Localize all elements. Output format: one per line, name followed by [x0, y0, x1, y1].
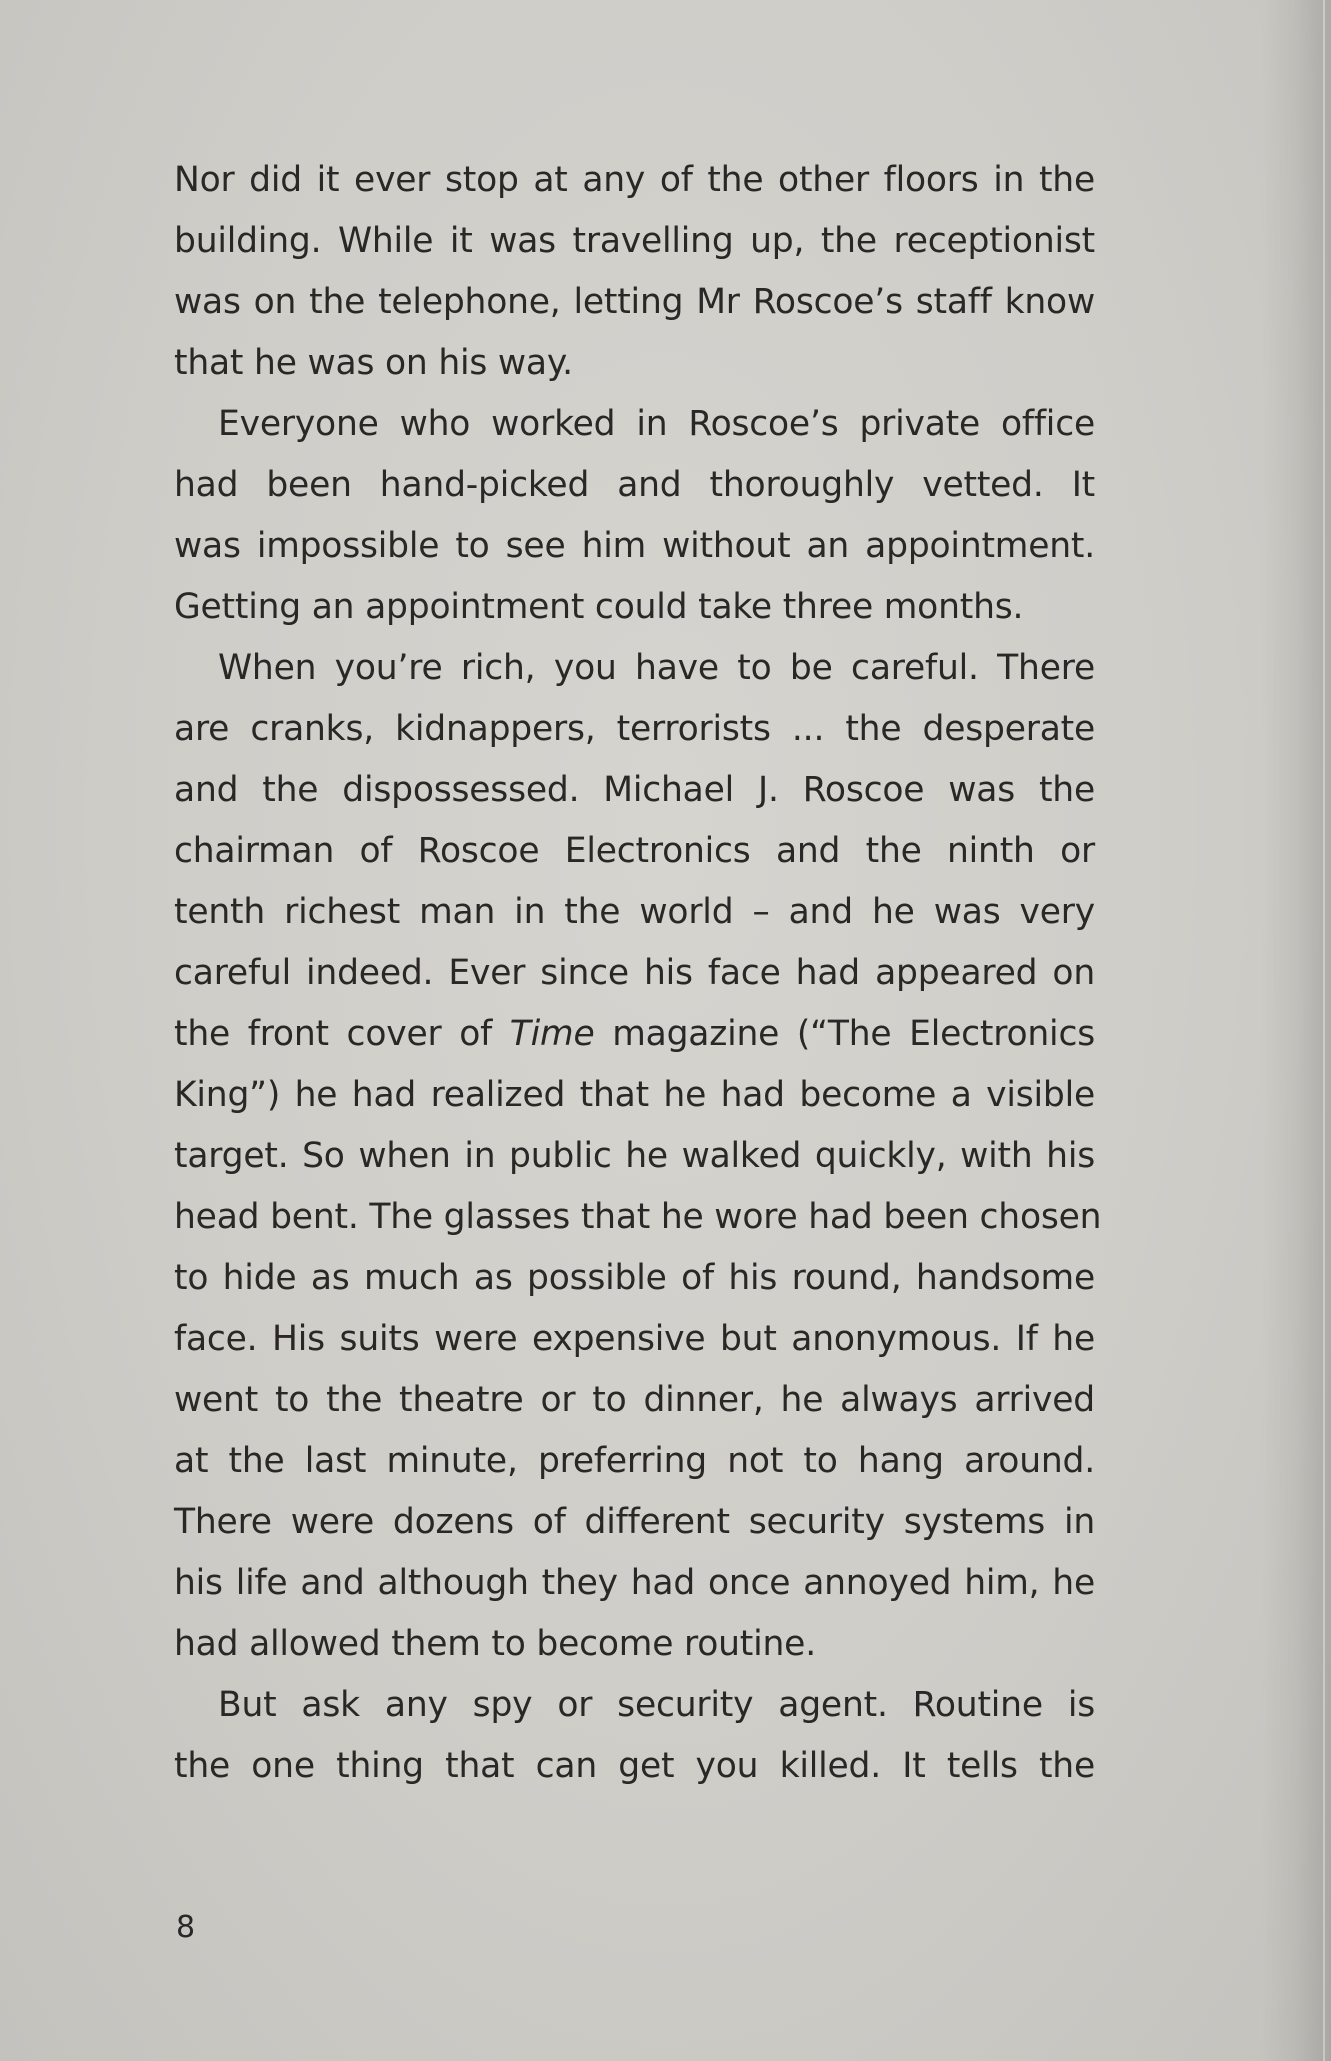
body-text	[174, 150, 1102, 1797]
text-line: the one thing that can get you killed. It tells the	[174, 1746, 1095, 1786]
text-line: building. While it was travelling up, the receptionist	[174, 221, 1095, 261]
text-line: careful indeed. Ever since his face had appeared on	[174, 953, 1095, 993]
text-line: went to the theatre or to dinner, he always arrived	[174, 1380, 1095, 1420]
text-line: But ask any spy or security agent. Routine is	[218, 1685, 1095, 1725]
text-line: tenth richest man in the world – and he was very	[174, 892, 1095, 932]
text-line: the front cover of Time magazine (“The Electronics	[174, 1014, 1095, 1054]
text-line: to hide as much as possible of his round, handsome	[174, 1258, 1095, 1298]
paragraph-2	[174, 394, 1095, 638]
text-line: was impossible to see him without an appointment.	[174, 526, 1095, 566]
text-line: his life and although they had once annoyed him, he	[174, 1563, 1095, 1603]
text-line: chairman of Roscoe Electronics and the ninth or	[174, 831, 1095, 871]
text-line: head bent. The glasses that he wore had been chosen	[174, 1197, 1102, 1237]
text-line: Nor did it ever stop at any of the other floors in the	[174, 160, 1095, 200]
text-line: are cranks, kidnappers, terrorists ... the desperate	[174, 709, 1095, 749]
text-line: King”) he had realized that he had become a visible	[174, 1075, 1095, 1115]
text-line: There were dozens of different security systems in	[174, 1502, 1095, 1542]
text-line: face. His suits were expensive but anonymous. If he	[174, 1319, 1095, 1359]
paragraph-1	[174, 150, 1095, 394]
text-line: had been hand-picked and thoroughly vetted. It	[174, 465, 1095, 505]
page-shadow	[1261, 0, 1331, 2061]
text-line: Getting an appointment could take three months.	[174, 587, 1024, 627]
text-line: at the last minute, preferring not to hang around.	[174, 1441, 1095, 1481]
text-line: target. So when in public he walked quickly, with his	[174, 1136, 1095, 1176]
paragraph-4	[174, 1675, 1095, 1797]
text-line: was on the telephone, letting Mr Roscoe’s staff know	[174, 282, 1095, 322]
text-line: that he was on his way.	[174, 343, 573, 383]
text-line: had allowed them to become routine.	[174, 1624, 816, 1664]
text-line: Everyone who worked in Roscoe’s private office	[218, 404, 1095, 444]
paragraph-3	[174, 638, 1102, 1675]
page-number: 8	[176, 1910, 196, 1945]
text-line: When you’re rich, you have to be careful. There	[218, 648, 1095, 688]
magazine-title: Time	[509, 1014, 595, 1054]
page-edge	[1323, 0, 1325, 2061]
text-line: and the dispossessed. Michael J. Roscoe was the	[174, 770, 1095, 810]
